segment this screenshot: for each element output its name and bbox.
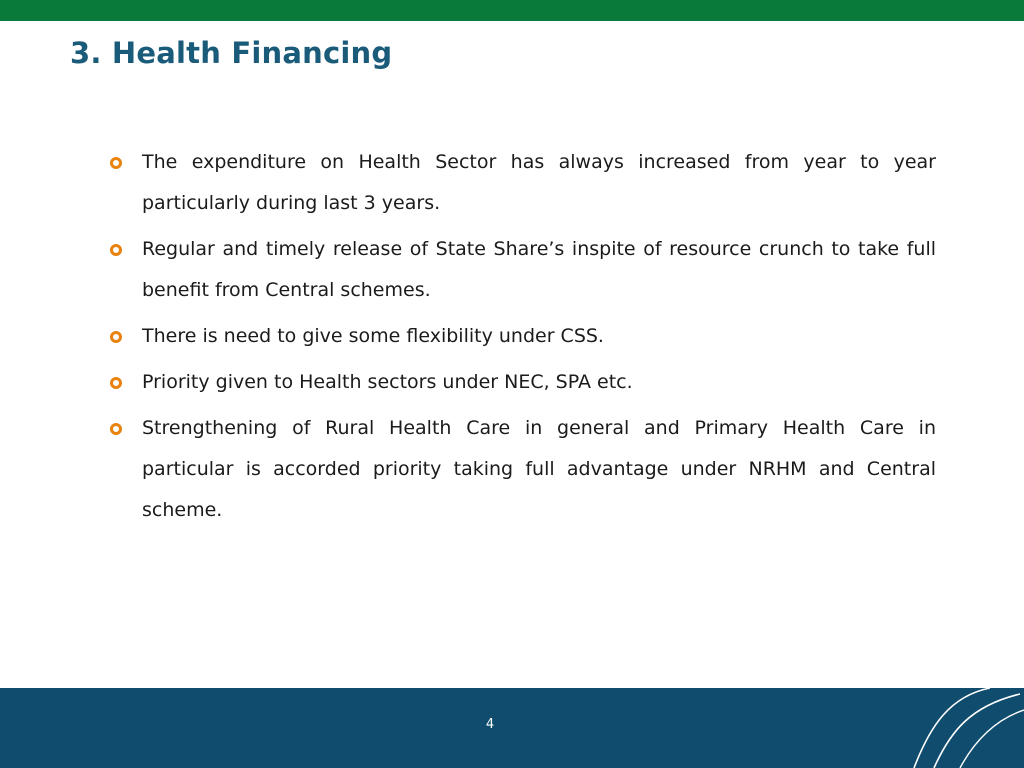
bullet-circle-icon [110,157,122,169]
bullet-item [110,362,936,403]
bullet-text: Regular and timely release of State Share’s inspite of resource crunch to take full benefit from Central schemes. [142,238,936,301]
bullet-circle-icon [110,331,122,343]
bullet-item [110,408,936,531]
bullet-list [110,142,936,536]
bullet-item [110,229,936,311]
page-number: 4 [485,717,495,732]
bullet-circle-icon [110,377,122,389]
bullet-item [110,142,936,224]
bullet-item [110,316,936,357]
bullet-text: Strengthening of Rural Health Care in general and Primary Health Care in particular is accorded priority taking full advantage under NRHM and Central scheme. [142,417,936,521]
bullet-text: The expenditure on Health Sector has always increased from year to year particularly during last 3 years. [142,151,936,214]
slide-title: 3. Health Financing [70,36,393,70]
top-accent-band [0,0,1024,21]
bullet-circle-icon [110,244,122,256]
bullet-text: Priority given to Health sectors under NEC, SPA etc. [142,371,633,393]
bullet-circle-icon [110,423,122,435]
bullet-text: There is need to give some flexibility under CSS. [142,325,604,347]
